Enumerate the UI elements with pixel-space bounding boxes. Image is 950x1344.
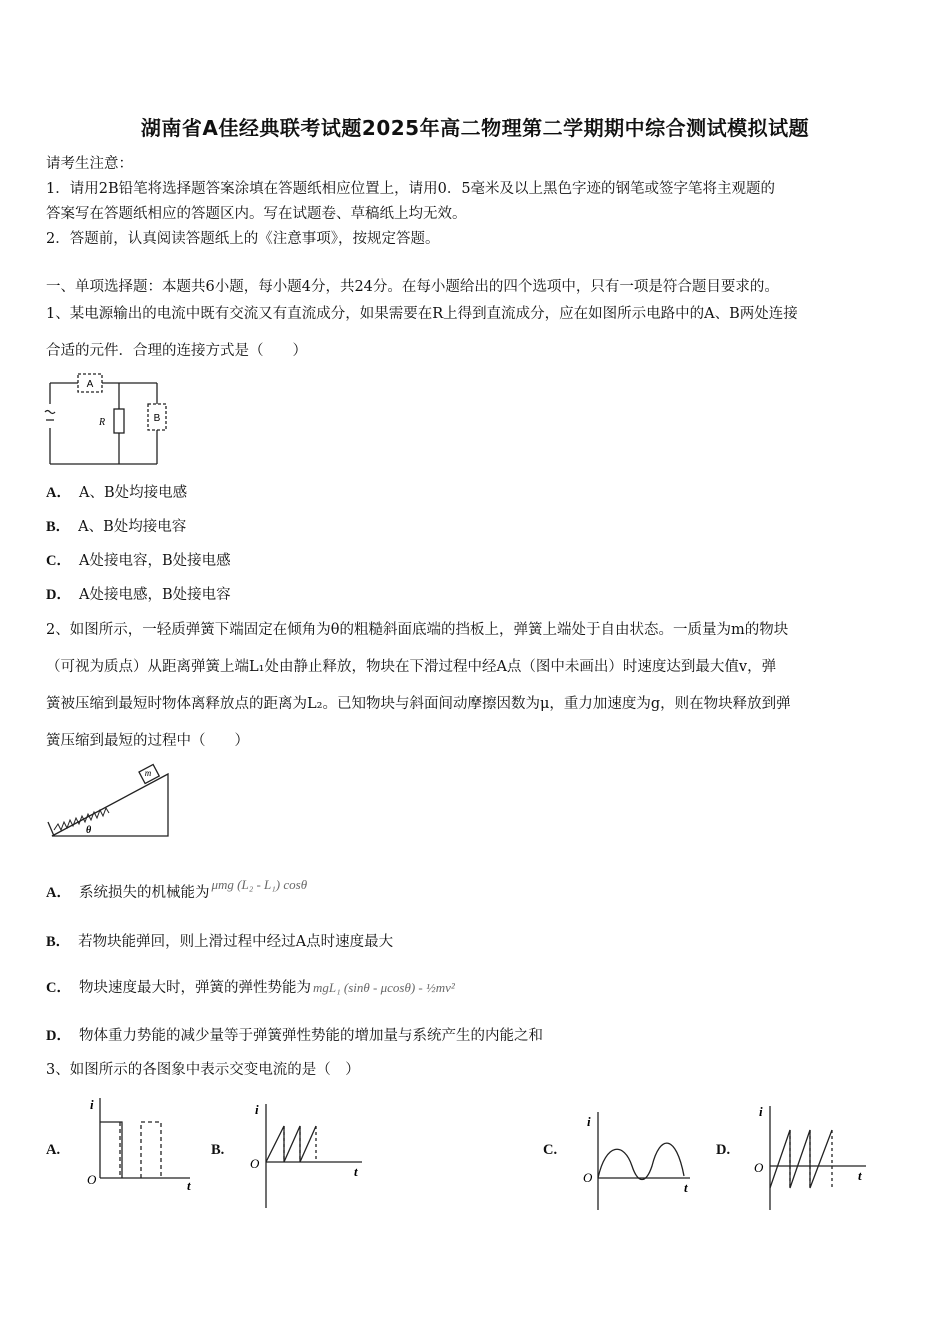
q2-option-a-text: 系统损失的机械能为 [78, 885, 210, 901]
q2-stem-line-3: 簧被压缩到最短时物体离释放点的距离为L₂。已知物块与斜面间动摩擦因数为μ，重力加速度为g，则在物块释放到弹 [46, 696, 791, 712]
q2-stem-line-1: 2、如图所示，一轻质弹簧下端固定在倾角为θ的粗糙斜面底端的挡板上，弹簧上端处于自由状态。一质量为m的物块 [46, 622, 789, 638]
q1-circuit-figure [42, 366, 182, 470]
q1-option-d-text: A处接电感，B处接电容 [78, 587, 231, 603]
q3-graph-c-axis-t: t [684, 1180, 688, 1195]
q3-graph-c-axis-i: i [587, 1114, 591, 1129]
q1-option-b-text: A、B处均接电容 [78, 519, 187, 535]
q2-option-a-formula: μmg (L₂ - L₁) cosθ [211, 877, 308, 892]
q3-graph-a-origin: O [87, 1172, 97, 1187]
q3-graph-b [248, 1098, 368, 1212]
notice-item-1-line-2: 答案写在答题纸相应的答题区内。写在试题卷、草稿纸上均无效。 [46, 206, 467, 222]
q2-option-d-label: D． [46, 1028, 71, 1044]
q3-graph-d-axis-i: i [759, 1104, 763, 1119]
q1-option-c-text: A处接电容，B处接电感 [78, 553, 231, 569]
section-heading: 一、单项选择题：本题共6小题，每小题4分，共24分。在每小题给出的四个选项中，只有一项是符合题目要求的。 [46, 279, 779, 295]
q3-graph-c-origin: O [583, 1170, 593, 1185]
q2-option-b-text: 若物块能弹回，则上滑过程中经过A点时速度最大 [78, 934, 394, 950]
q3-graph-d-axis-t: t [858, 1168, 862, 1183]
q1-option-c-label: C． [46, 553, 71, 569]
q2-stem-line-4: 簧压缩到最短的过程中（ ） [46, 733, 249, 749]
notice-item-2: 2．答题前，认真阅读答题纸上的《注意事项》，按规定答题。 [46, 231, 440, 247]
q3-graph-d-origin: O [754, 1160, 764, 1175]
q1-option-d[interactable] [46, 583, 231, 604]
q3-graph-d-label[interactable]: D. [716, 1142, 731, 1158]
q3-graph-b-axis-t: t [354, 1164, 358, 1179]
q3-graph-c [580, 1104, 692, 1212]
q2-option-b[interactable] [46, 930, 393, 951]
q1-option-a[interactable] [46, 481, 187, 502]
q3-graph-d [752, 1100, 870, 1212]
q2-option-c-formula: mgL₁ (sinθ - μcosθ) - ½mv² [312, 980, 455, 995]
q3-graph-c-label[interactable]: C. [543, 1142, 558, 1158]
notice-item-1-line-1: 1．请用2B铅笔将选择题答案涂填在答题纸相应位置上，请用0．5毫米及以上黑色字迹的钢笔或签字笔将主观题的 [46, 181, 776, 197]
q2-option-c-text: 物块速度最大时，弹簧的弹性势能为 [78, 980, 311, 996]
q2-option-b-label: B． [46, 934, 71, 950]
q2-figure-mass-label: m [144, 768, 152, 778]
q1-figure-label-r: R [98, 417, 106, 428]
q2-stem-line-2: （可视为质点）从距离弹簧上端L₁处由静止释放，物块在下滑过程中经A点（图中未画出）时速度达到最大值v，弹 [46, 659, 777, 675]
q3-graph-a-axis-t: t [187, 1178, 191, 1193]
page-title: 湖南省A佳经典联考试题2025年高二物理第二学期期中综合测试模拟试题 [140, 116, 810, 140]
notice-heading: 请考生注意： [46, 156, 133, 172]
q3-graph-b-axis-i: i [255, 1102, 259, 1117]
q2-figure-angle-label: θ [86, 825, 92, 836]
q1-figure-label-a: A [86, 379, 94, 390]
q3-graph-a-axis-i: i [90, 1097, 94, 1112]
q1-option-c[interactable] [46, 549, 231, 570]
q2-incline-figure [44, 760, 174, 840]
q2-option-c-label: C． [46, 980, 71, 996]
q2-option-a-label: A． [46, 885, 71, 901]
q2-option-d-text: 物体重力势能的减少量等于弹簧弹性势能的增加量与系统产生的内能之和 [78, 1028, 543, 1044]
q3-graph-b-origin: O [250, 1156, 260, 1171]
q2-option-a[interactable] [46, 877, 308, 902]
q3-graph-a-label[interactable]: A. [46, 1142, 61, 1158]
q3-graph-b-label[interactable]: B. [211, 1142, 225, 1158]
q1-option-a-text: A、B处均接电感 [78, 485, 188, 501]
q1-option-a-label: A． [46, 485, 71, 501]
q1-option-d-label: D． [46, 587, 71, 603]
q1-figure-label-b: B [153, 413, 161, 424]
q2-option-d[interactable] [46, 1024, 543, 1045]
q1-stem-line-1: 1、某电源输出的电流中既有交流又有直流成分，如果需要在R上得到直流成分，应在如图所示电路中的A、B两处连接 [46, 306, 798, 322]
q1-stem-line-2: 合适的元件．合理的连接方式是（ ） [46, 343, 307, 359]
q2-option-c[interactable] [46, 976, 455, 997]
q3-graph-a [84, 1094, 196, 1192]
q3-stem: 3、如图所示的各图象中表示交变电流的是（ ） [46, 1062, 360, 1078]
q1-option-b[interactable] [46, 515, 186, 536]
q1-option-b-label: B． [46, 519, 71, 535]
